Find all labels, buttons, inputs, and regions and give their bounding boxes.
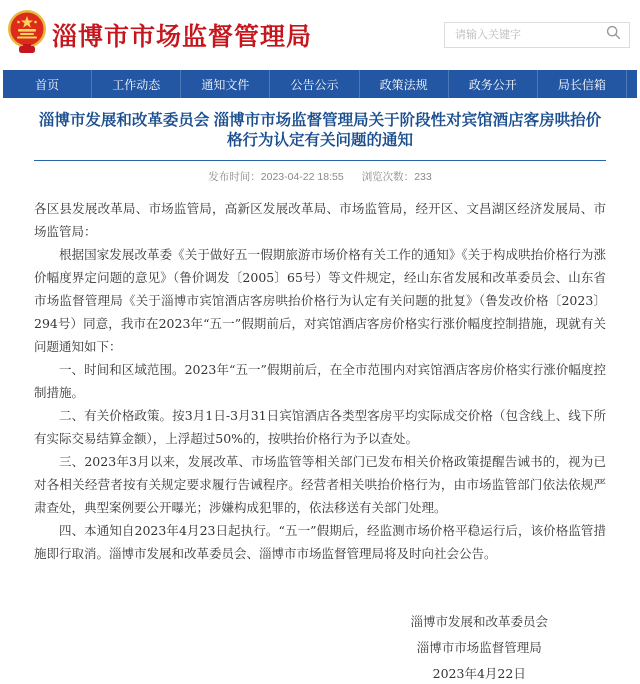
nav-item-home[interactable]: 首页	[3, 70, 92, 98]
paragraph-item-4: 四、本通知自2023年4月23日起执行。“五一”假期后，经监测市场价格平稳运行后，该价格监管措施即行取消。淄博市发展和改革委员会、淄博市市场监督管理局将及时向社会公告。	[34, 523, 606, 561]
nav-item-policies-regulations[interactable]: 政策法规	[360, 70, 449, 98]
nav-item-announcements[interactable]: 公告公示	[270, 70, 359, 98]
paragraph-item-1: 一、时间和区域范围。2023年“五一”假期前后，在全市范围内对宾馆酒店客房价格实行涨价幅度控制措施。	[34, 362, 606, 400]
signature-date: 2023年4月22日	[432, 666, 526, 681]
search-box[interactable]	[444, 22, 630, 48]
paragraph-salutation: 各区县发展改革局、市场监管局，高新区发展改革局、市场监管局，经开区、文昌湖区经济发展局、市场监管局：	[34, 201, 606, 239]
signature-org-1: 淄博市发展和改革委员会	[410, 614, 548, 629]
nav-item-director-mailbox[interactable]: 局长信箱	[538, 70, 627, 98]
site-logo[interactable]	[7, 9, 312, 62]
nav-item-gov-affairs[interactable]: 政务公开	[449, 70, 538, 98]
signature-block	[410, 609, 548, 684]
search-input[interactable]	[453, 28, 606, 42]
view-count-label: 浏览次数：	[361, 171, 415, 183]
paragraph-item-2: 二、有关价格政策。按3月1日-3月31日宾馆酒店各类型客房平均实际成交价格（包含线上、线下所有实际交易结算金额），上浮超过50%的，按哄抬价格行为予以查处。	[34, 408, 606, 446]
article-body	[34, 197, 606, 565]
nav-item-notice-documents[interactable]: 通知文件	[181, 70, 270, 98]
signature-org-2: 淄博市市场监督管理局	[416, 640, 542, 655]
search-icon[interactable]	[606, 25, 621, 45]
publish-time-value: 2023-04-22 18:55	[260, 171, 344, 183]
site-name: 淄博市市场监督管理局	[52, 23, 313, 51]
nav-item-work-dynamics[interactable]: 工作动态	[92, 70, 181, 98]
site-header	[0, 0, 640, 70]
main-nav	[3, 70, 637, 98]
article-title: 淄博市发展和改革委员会 淄博市市场监督管理局关于阶段性对宾馆酒店客房哄抬价格行为认定有关问题的通知	[38, 112, 602, 149]
national-emblem-icon	[7, 9, 47, 62]
paragraph-basis: 根据国家发展改革委《关于做好五一假期旅游市场价格有关工作的通知》《关于构成哄抬价格行为涨价幅度界定问题的意见》（鲁价调发〔2005〕65号）等文件规定，经山东省发展和改革委员会、山东省市场监督管理局《关于淄博市宾馆酒店客房哄抬价格行为认定有关问题的批复》（鲁发改价格〔2023〕294号）同意，我市在2023年“五一”假期前后，对宾馆酒店客房价格实行涨价幅度控制措施，现就有关问题通知如下：	[34, 247, 606, 354]
article-meta	[34, 169, 606, 184]
view-count-value: 233	[414, 171, 432, 183]
article	[0, 98, 640, 684]
publish-time-label: 发布时间：	[208, 171, 261, 183]
title-divider	[34, 160, 606, 161]
paragraph-item-3: 三、2023年3月以来，发展改革、市场监管等相关部门已发布相关价格政策提醒告诫书的，视为已对各相关经营者按有关规定要求履行告诫程序。经营者相关哄抬价格行为，由市场监管部门依法依规严肃查处，典型案例要公开曝光；涉嫌构成犯罪的，依法移送有关部门处理。	[34, 454, 606, 515]
